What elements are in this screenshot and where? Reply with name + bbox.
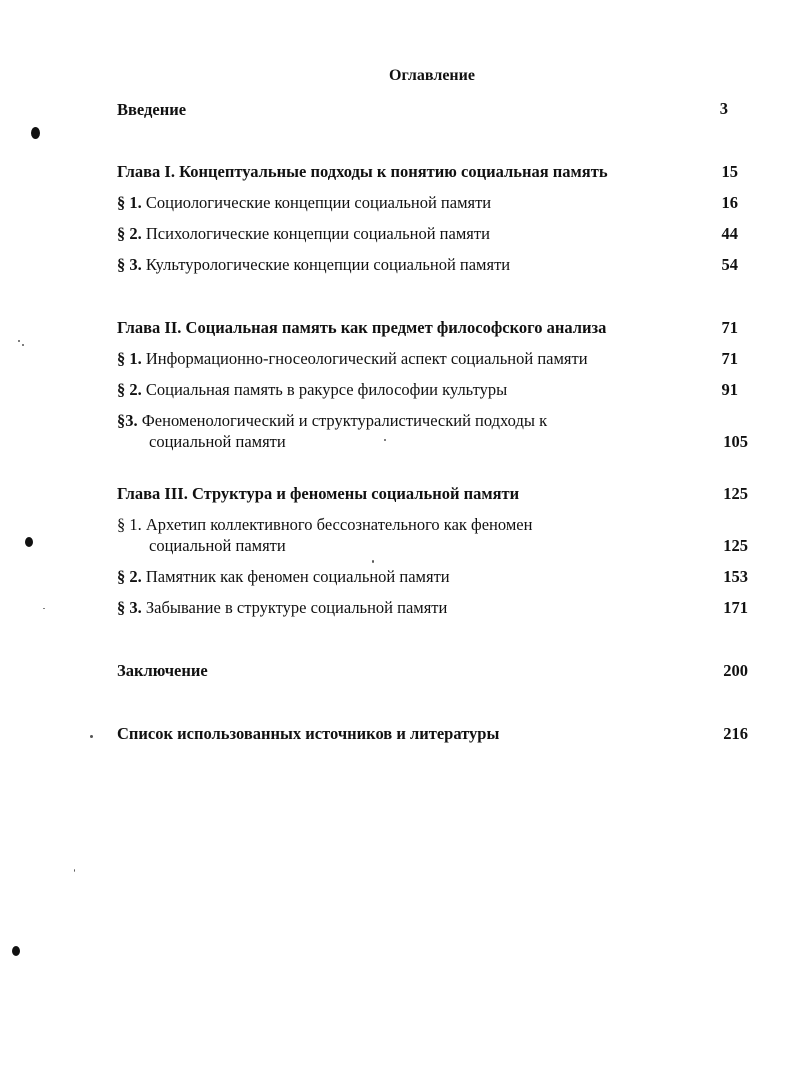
section-text: Архетип коллективного бессознательного как феномен	[141, 515, 533, 534]
section-mark: § 3.	[117, 598, 142, 617]
toc-conclusion-page: 200	[723, 661, 748, 680]
toc-intro-label: Введение	[117, 100, 187, 119]
section-text: Культурологические концепции социальной памяти	[141, 255, 511, 274]
toc-ch2-section-1	[117, 349, 588, 369]
scan-speck	[74, 869, 75, 872]
section-text: Феноменологический и структуралистический подходы к	[137, 411, 548, 430]
toc-ch1-section-3	[117, 255, 510, 275]
toc-ch2-section-1-page: 71	[721, 349, 738, 368]
toc-bibliography-page: 216	[723, 724, 748, 743]
section-text: Психологические концепции социальной памяти	[141, 224, 490, 243]
toc-ch3-section-1-continuation: социальной памяти	[149, 536, 286, 555]
toc-ch2-section-3-page: 105	[723, 432, 748, 451]
toc-chapter-1-label: Глава I. Концептуальные подходы к понятию социальная память	[117, 162, 608, 181]
toc-ch3-section-1-page: 125	[723, 536, 748, 555]
toc-bibliography-label: Список использованных источников и литературы	[117, 724, 500, 743]
toc-intro-page: 3	[719, 99, 728, 118]
toc-ch1-section-1-page: 16	[721, 193, 738, 212]
section-text: Социальная память в ракурсе философии культуры	[141, 380, 508, 399]
toc-ch2-section-3-continuation: социальной памяти	[149, 432, 286, 451]
section-mark: § 1.	[117, 193, 142, 212]
toc-chapter-1-page: 15	[721, 162, 738, 181]
section-mark: § 3.	[117, 255, 142, 274]
toc-ch3-section-1	[117, 515, 532, 535]
section-mark: § 2.	[117, 380, 142, 399]
scan-speck	[384, 439, 386, 441]
toc-ch3-section-3-page: 171	[723, 598, 748, 617]
toc-ch1-section-2-page: 44	[721, 224, 738, 243]
section-text: Социологические концепции социальной памяти	[141, 193, 492, 212]
scan-speck	[18, 340, 20, 342]
toc-chapter-2-label: Глава II. Социальная память как предмет философского анализа	[117, 318, 607, 337]
toc-ch3-section-2-page: 153	[723, 567, 748, 586]
toc-ch2-section-3	[117, 411, 547, 431]
toc-ch2-section-2	[117, 380, 507, 400]
section-mark: § 1.	[117, 515, 142, 534]
toc-ch2-section-2-page: 91	[721, 380, 738, 399]
section-mark: § 2.	[117, 224, 142, 243]
section-text: Забывание в структуре социальной памяти	[141, 598, 448, 617]
toc-ch1-section-3-page: 54	[721, 255, 738, 274]
toc-ch1-section-2	[117, 224, 490, 244]
page-title: Оглавление	[389, 67, 475, 84]
punch-hole-mark	[31, 127, 40, 139]
punch-hole-mark	[25, 537, 33, 547]
section-mark: § 2.	[117, 567, 142, 586]
toc-conclusion-label: Заключение	[117, 661, 208, 680]
section-text: Информационно-гносеологический аспект социальной памяти	[141, 349, 588, 368]
section-text: Памятник как феномен социальной памяти	[141, 567, 450, 586]
toc-ch1-section-1	[117, 193, 491, 213]
toc-chapter-2-page: 71	[721, 318, 738, 337]
punch-hole-mark	[12, 946, 20, 956]
section-mark: § 1.	[117, 349, 142, 368]
toc-ch3-section-3	[117, 598, 447, 618]
toc-chapter-3-label: Глава III. Структура и феномены социальной памяти	[117, 484, 520, 503]
section-mark: §3.	[117, 411, 138, 430]
toc-ch3-section-2	[117, 567, 450, 587]
scan-speck	[372, 560, 374, 563]
scan-speck	[22, 344, 24, 346]
scan-speck	[43, 608, 45, 609]
toc-chapter-3-page: 125	[723, 484, 748, 503]
scan-speck	[90, 735, 93, 738]
